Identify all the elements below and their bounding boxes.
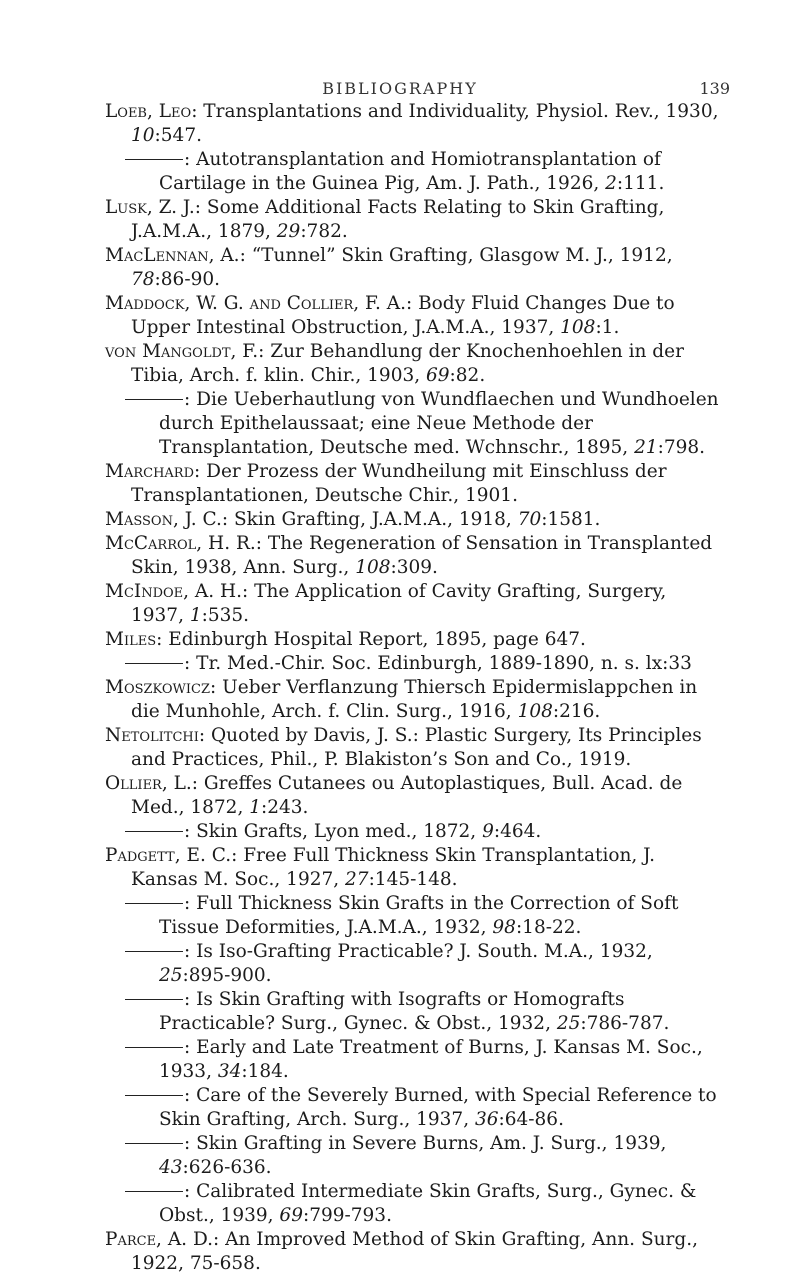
entry-volume: 36 — [474, 1109, 499, 1130]
entry-volume: 78 — [131, 269, 155, 290]
entry-pages: :786-787. — [580, 1013, 670, 1034]
entry-author: Parce, A. D. — [105, 1229, 213, 1250]
entry-citation: : An Improved Method of Skin Grafting, Ann. Surg., 1922, 75-658. — [131, 1229, 698, 1274]
entry-citation: : Die Ueberhautlung von Wundflaechen und Wundhoelen durch Epithelaussaat; eine Neue Methode der Transplantation, Deutsche med. Wchnschr., 1895, — [159, 389, 719, 458]
entry-citation: : Autotransplantation and Homiotransplantation of Cartilage in the Guinea Pig, Am. J. Path., 1926, — [159, 149, 661, 194]
ditto-dash — [125, 903, 183, 904]
entry-pages: :798. — [657, 437, 706, 458]
entry-volume: 69 — [279, 1205, 303, 1226]
entry-author: Moszkowicz — [105, 677, 211, 698]
entry-citation: : Care of the Severely Burned, with Special Reference to Skin Grafting, Arch. Surg., 1937, — [159, 1085, 717, 1130]
bibliography-entry — [105, 244, 725, 292]
entry-citation: : Zur Behandlung der Knochenhoehlen in der Tibia, Arch. f. klin. Chir., 1903, — [131, 341, 684, 386]
bibliography-entry — [105, 508, 725, 532]
entry-volume: 29 — [276, 221, 301, 242]
entry-citation: : Is Skin Grafting with Isografts or Homografts Practicable? Surg., Gynec. & Obst., 1932, — [159, 989, 625, 1034]
entry-citation: : Is Iso-Grafting Practicable? J. South. M.A., 1932, — [184, 941, 653, 962]
entry-author: McCarrol, H. R. — [105, 533, 256, 554]
entry-author: McIndoe, A. H. — [105, 581, 243, 602]
entry-pages: :309. — [390, 557, 438, 578]
entry-author: Padgett, E. C. — [105, 845, 232, 866]
bibliography-entry — [105, 1228, 725, 1276]
bibliography-entry — [105, 1036, 725, 1084]
entry-volume: 25 — [556, 1013, 581, 1034]
bibliography-entry — [105, 292, 725, 340]
page-number: 139 — [699, 79, 730, 98]
entry-pages: :145-148. — [368, 869, 458, 890]
bibliography-entry — [105, 676, 725, 724]
entry-author: Masson, J. C. — [105, 509, 222, 530]
entry-citation: : Free Full Thickness Skin Transplantation, J. Kansas M. Soc., 1927, — [131, 845, 656, 890]
bibliography-entry — [105, 844, 725, 892]
entry-author: Miles — [105, 629, 157, 650]
bibliography-entry — [105, 940, 725, 988]
entry-pages: :547. — [154, 125, 202, 146]
entry-citation: : Skin Grafting, J.A.M.A., 1918, — [221, 509, 518, 530]
entry-pages: :1. — [595, 317, 620, 338]
bibliography-entry — [105, 148, 725, 196]
entry-author: Maddock, W. G. and Collier, F. A. — [105, 293, 406, 314]
entry-pages: :535. — [201, 605, 250, 626]
entry-citation: : Greffes Cutanees ou Autoplastiques, Bull. Acad. de Med., 1872, — [131, 773, 683, 818]
entry-author: Netolitchi — [105, 725, 199, 746]
entry-author: MacLennan, A. — [105, 245, 240, 266]
entry-volume: 108 — [517, 701, 553, 722]
bibliography-entry — [105, 100, 725, 148]
ditto-dash — [125, 1095, 183, 1096]
entry-citation: : “Tunnel” Skin Grafting, Glasgow M. J., 1912, — [239, 245, 673, 266]
bibliography-entry — [105, 532, 725, 580]
entry-volume: 69 — [426, 365, 450, 386]
entry-pages: :1581. — [541, 509, 601, 530]
entry-author: Marchard — [105, 461, 195, 482]
bibliography-entry — [105, 652, 725, 676]
entry-citation: : Transplantations and Individuality, Physiol. Rev., 1930, — [191, 101, 719, 122]
ditto-dash — [125, 1047, 183, 1048]
bibliography-entry — [105, 1084, 725, 1132]
bibliography-entry — [105, 988, 725, 1036]
entry-citation: : Skin Grafts, Lyon med., 1872, — [184, 821, 483, 842]
bibliography-list — [105, 100, 725, 1276]
ditto-dash — [125, 399, 183, 400]
entry-citation: : Full Thickness Skin Grafts in the Correction of Soft Tissue Deformities, J.A.M.A., 1932, — [159, 893, 679, 938]
entry-citation: : Ueber Verflanzung Thiersch Epidermislappchen in die Munhohle, Arch. f. Clin. Surg., 1916, — [131, 677, 698, 722]
entry-volume: 9 — [482, 821, 494, 842]
entry-citation: : Calibrated Intermediate Skin Grafts, Surg., Gynec. & Obst., 1939, — [159, 1181, 697, 1226]
entry-pages: :111. — [616, 173, 665, 194]
ditto-dash — [125, 1191, 183, 1192]
entry-citation: : Body Fluid Changes Due to Upper Intestinal Obstruction, J.A.M.A., 1937, — [131, 293, 675, 338]
bibliography-entry — [105, 892, 725, 940]
bibliography-entry — [105, 388, 725, 460]
entry-volume: 27 — [345, 869, 369, 890]
entry-citation: : The Application of Cavity Grafting, Surgery, 1937, — [131, 581, 667, 626]
bibliography-entry — [105, 580, 725, 628]
entry-citation: : Some Additional Facts Relating to Skin Grafting, J.A.M.A., 1879, — [131, 197, 665, 242]
entry-citation: : Tr. Med.-Chir. Soc. Edinburgh, 1889-1890, n. s. lx:33 — [184, 653, 692, 674]
entry-pages: :799-793. — [302, 1205, 392, 1226]
entry-volume: 21 — [634, 437, 658, 458]
entry-pages: :18-22. — [515, 917, 582, 938]
ditto-dash — [125, 831, 183, 832]
entry-citation: : Skin Grafting in Severe Burns, Am. J. Surg., 1939, — [184, 1133, 667, 1154]
entry-pages: :895-900. — [182, 965, 272, 986]
ditto-dash — [125, 159, 183, 160]
entry-author: Loeb, Leo — [105, 101, 192, 122]
entry-citation: : Edinburgh Hospital Report, 1895, page 647. — [156, 629, 586, 650]
entry-author: Ollier, L. — [105, 773, 192, 794]
entry-volume: 108 — [355, 557, 391, 578]
entry-citation: : The Regeneration of Sensation in Transplanted Skin, 1938, Ann. Surg., — [131, 533, 713, 578]
entry-author: von Mangoldt, F. — [105, 341, 259, 362]
bibliography-entry — [105, 724, 725, 772]
bibliography-entry — [105, 460, 725, 508]
entry-citation: : Early and Late Treatment of Burns, J. Kansas M. Soc., 1933, — [159, 1037, 703, 1082]
entry-volume: 108 — [560, 317, 596, 338]
bibliography-entry — [105, 1132, 725, 1180]
entry-volume: 25 — [159, 965, 183, 986]
bibliography-entry — [105, 340, 725, 388]
entry-pages: :782. — [300, 221, 348, 242]
bibliography-entry — [105, 1180, 725, 1228]
ditto-dash — [125, 999, 183, 1000]
entry-pages: :216. — [552, 701, 601, 722]
entry-volume: 70 — [517, 509, 542, 530]
entry-volume: 2 — [605, 173, 617, 194]
entry-citation: : Der Prozess der Wundheilung mit Einschluss der Transplantationen, Deutsche Chir., 1901. — [131, 461, 667, 506]
entry-volume: 43 — [159, 1157, 183, 1178]
bibliography-entry — [105, 628, 725, 652]
entry-author: Lusk, Z. J. — [105, 197, 195, 218]
bibliography-entry — [105, 196, 725, 244]
bibliography-entry — [105, 820, 725, 844]
entry-volume: 1 — [249, 797, 261, 818]
entry-pages: :184. — [241, 1061, 289, 1082]
entry-volume: 34 — [217, 1061, 242, 1082]
running-head: BIBLIOGRAPHY — [322, 79, 478, 98]
entry-pages: :243. — [261, 797, 309, 818]
entry-pages: :464. — [493, 821, 542, 842]
ditto-dash — [125, 1143, 183, 1144]
ditto-dash — [125, 663, 183, 664]
entry-pages: :626-636. — [182, 1157, 272, 1178]
entry-volume: 10 — [131, 125, 155, 146]
entry-pages: :82. — [449, 365, 486, 386]
entry-volume: 98 — [492, 917, 516, 938]
entry-pages: :64-86. — [498, 1109, 564, 1130]
ditto-dash — [125, 951, 183, 952]
entry-volume: 1 — [189, 605, 202, 626]
bibliography-entry — [105, 772, 725, 820]
entry-pages: :86-90. — [154, 269, 220, 290]
entry-citation: : Quoted by Davis, J. S.: Plastic Surgery, Its Principles and Practices, Phil., P. Blakiston’s Son and Co., 1919. — [131, 725, 702, 770]
